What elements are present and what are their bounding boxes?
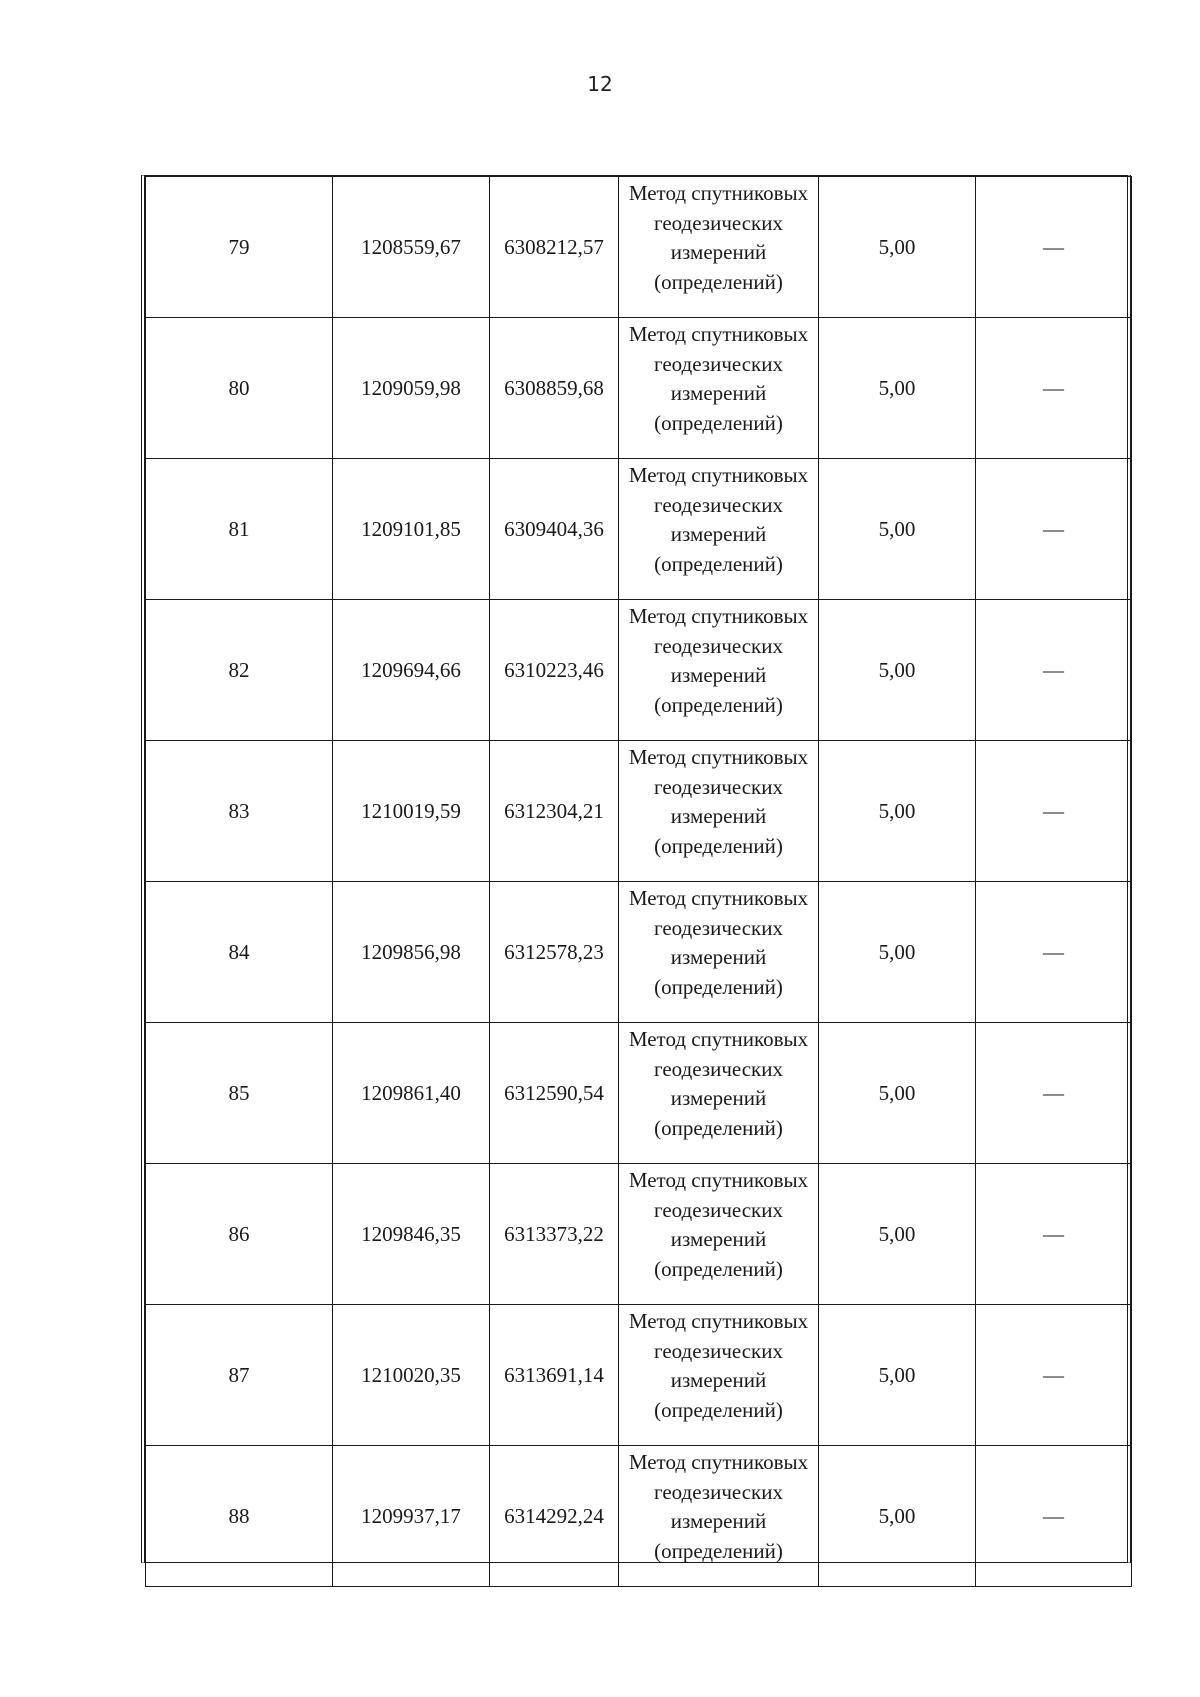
table-row <box>146 1023 1132 1164</box>
coordinate-x: 1208559,67 <box>333 177 490 318</box>
note-cell: — <box>976 1305 1132 1446</box>
coordinate-y: 6312590,54 <box>490 1023 619 1164</box>
point-number: 81 <box>146 459 333 600</box>
table-row <box>146 318 1132 459</box>
note-cell: — <box>976 177 1132 318</box>
method-cell: Метод спутниковых геодезических измерений (определений) <box>619 741 819 882</box>
coordinate-x: 1209101,85 <box>333 459 490 600</box>
coordinate-y: 6312578,23 <box>490 882 619 1023</box>
method-cell: Метод спутниковых геодезических измерений (определений) <box>619 1446 819 1587</box>
coordinate-x: 1209694,66 <box>333 600 490 741</box>
table-row <box>146 177 1132 318</box>
note-cell: — <box>976 600 1132 741</box>
point-number: 86 <box>146 1164 333 1305</box>
accuracy: 5,00 <box>819 882 976 1023</box>
point-number: 83 <box>146 741 333 882</box>
table-row <box>146 1305 1132 1446</box>
note-cell: — <box>976 1446 1132 1587</box>
table-row <box>146 1164 1132 1305</box>
note-cell: — <box>976 1023 1132 1164</box>
coordinate-x: 1210019,59 <box>333 741 490 882</box>
coordinate-y: 6312304,21 <box>490 741 619 882</box>
method-cell: Метод спутниковых геодезических измерений (определений) <box>619 318 819 459</box>
accuracy: 5,00 <box>819 177 976 318</box>
method-cell: Метод спутниковых геодезических измерений (определений) <box>619 177 819 318</box>
coordinates-table <box>141 175 1131 1563</box>
accuracy: 5,00 <box>819 1446 976 1587</box>
point-number: 82 <box>146 600 333 741</box>
point-number: 85 <box>146 1023 333 1164</box>
note-cell: — <box>976 1164 1132 1305</box>
method-cell: Метод спутниковых геодезических измерений (определений) <box>619 600 819 741</box>
method-cell: Метод спутниковых геодезических измерений (определений) <box>619 1164 819 1305</box>
coordinate-y: 6308212,57 <box>490 177 619 318</box>
coordinate-x: 1209846,35 <box>333 1164 490 1305</box>
page-number: 12 <box>587 72 613 96</box>
point-number: 84 <box>146 882 333 1023</box>
accuracy: 5,00 <box>819 600 976 741</box>
coordinate-y: 6313373,22 <box>490 1164 619 1305</box>
table-row <box>146 459 1132 600</box>
point-number: 79 <box>146 177 333 318</box>
coordinate-x: 1209059,98 <box>333 318 490 459</box>
point-number: 80 <box>146 318 333 459</box>
method-cell: Метод спутниковых геодезических измерений (определений) <box>619 1023 819 1164</box>
accuracy: 5,00 <box>819 1164 976 1305</box>
coordinate-x: 1209861,40 <box>333 1023 490 1164</box>
accuracy: 5,00 <box>819 741 976 882</box>
table-row <box>146 741 1132 882</box>
accuracy: 5,00 <box>819 459 976 600</box>
accuracy: 5,00 <box>819 1023 976 1164</box>
point-number: 87 <box>146 1305 333 1446</box>
coordinate-x: 1209856,98 <box>333 882 490 1023</box>
coordinate-y: 6314292,24 <box>490 1446 619 1587</box>
coordinate-y: 6310223,46 <box>490 600 619 741</box>
point-number: 88 <box>146 1446 333 1587</box>
note-cell: — <box>976 882 1132 1023</box>
note-cell: — <box>976 459 1132 600</box>
coordinate-x: 1209937,17 <box>333 1446 490 1587</box>
note-cell: — <box>976 741 1132 882</box>
table-row <box>146 882 1132 1023</box>
coordinate-y: 6313691,14 <box>490 1305 619 1446</box>
table-row <box>146 600 1132 741</box>
table-row <box>146 1446 1132 1587</box>
note-cell: — <box>976 318 1132 459</box>
method-cell: Метод спутниковых геодезических измерений (определений) <box>619 882 819 1023</box>
coordinate-y: 6308859,68 <box>490 318 619 459</box>
coordinate-x: 1210020,35 <box>333 1305 490 1446</box>
coordinate-y: 6309404,36 <box>490 459 619 600</box>
accuracy: 5,00 <box>819 1305 976 1446</box>
accuracy: 5,00 <box>819 318 976 459</box>
method-cell: Метод спутниковых геодезических измерений (определений) <box>619 1305 819 1446</box>
method-cell: Метод спутниковых геодезических измерений (определений) <box>619 459 819 600</box>
